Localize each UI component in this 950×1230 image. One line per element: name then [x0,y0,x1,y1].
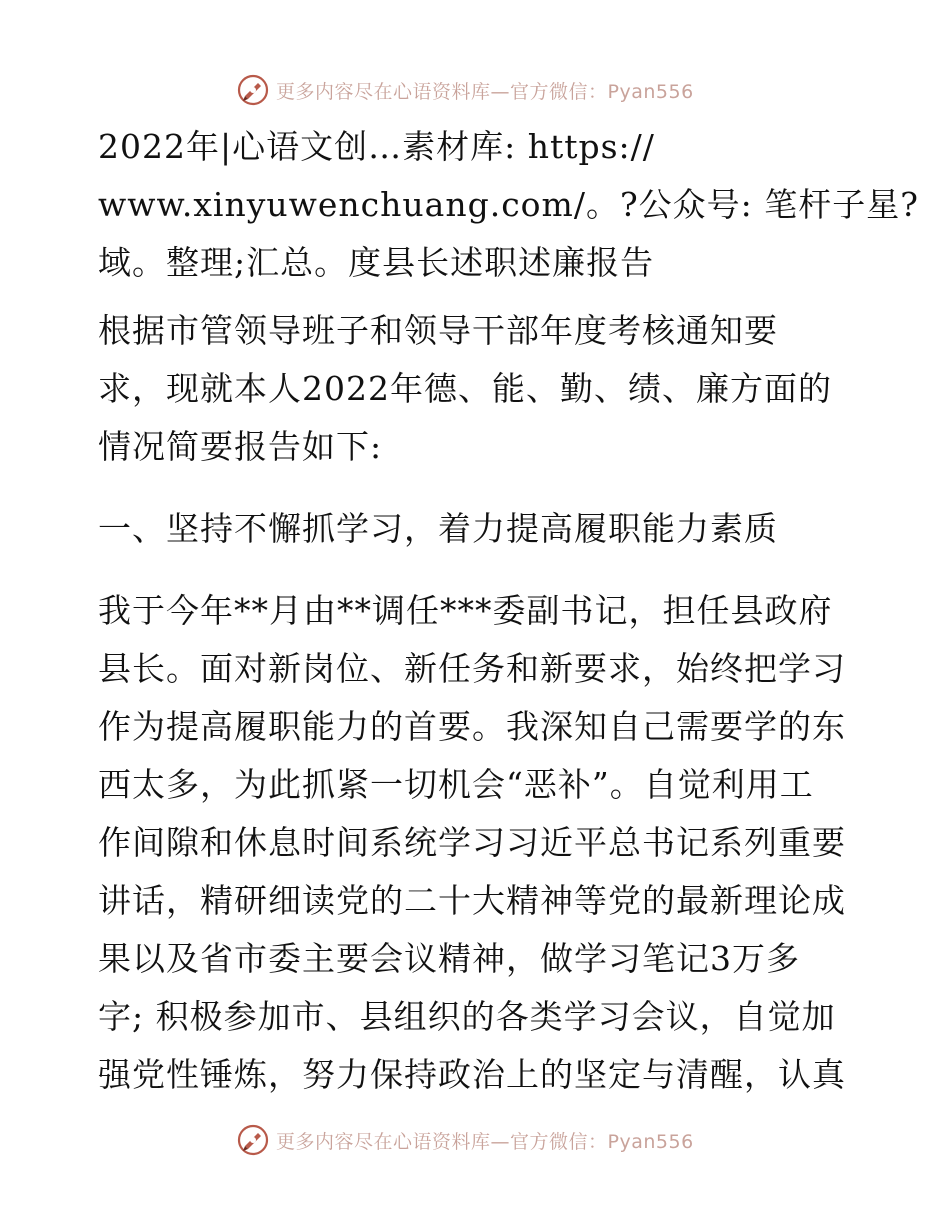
body-line: 强党性锤炼，努力保持政治上的坚定与清醒，认真 [98,1055,846,1094]
pen-logo-icon [236,73,270,107]
section-heading [98,500,858,558]
body-line: 讲话，精研细读党的二十大精神等党的最新理论成 [98,881,846,920]
body-line: 县长。面对新岗位、新任务和新要求，始终把学习 [98,649,846,688]
title-line: www.xinyuwenchuang.com/。?公众号: 笔杆子星? [98,185,919,224]
document-body [98,118,919,1104]
watermark-text: 更多内容尽在心语资料库—官方微信：Pyan556 [276,1130,694,1153]
intro-line: 根据市管领导班子和领导干部年度考核通知要 [98,311,778,350]
section-heading-text: 一、坚持不懈抓学习，着力提高履职能力素质 [98,509,778,548]
intro-paragraph [98,302,858,476]
watermark-text: 更多内容尽在心语资料库—官方微信：Pyan556 [276,80,694,103]
title-line: 域。整理;汇总。度县长述职述廉报告 [98,243,655,282]
header-watermark [236,73,694,107]
body-line: 果以及省市委主要会议精神，做学习笔记3万多 [98,939,800,978]
body-line: 作为提高履职能力的首要。我深知自己需要学的东 [98,707,846,746]
body-line: 字; 积极参加市、县组织的各类学习会议，自觉加 [98,997,836,1036]
body-paragraph [98,582,858,1104]
title-line: 2022年|心语文创…素材库: https:// [98,127,655,166]
intro-line: 求，现就本人2022年德、能、勤、绩、廉方面的 [98,369,832,408]
footer-watermark [236,1123,694,1157]
intro-line: 情况简要报告如下: [98,427,383,466]
pen-logo-icon [236,1123,270,1157]
body-line: 我于今年**月由**调任***委副书记，担任县政府 [98,591,833,630]
document-title [98,118,919,292]
body-line: 西太多，为此抓紧一切机会“恶补”。自觉利用工 [98,765,814,804]
body-line: 作间隙和休息时间系统学习习近平总书记系列重要 [98,823,846,862]
